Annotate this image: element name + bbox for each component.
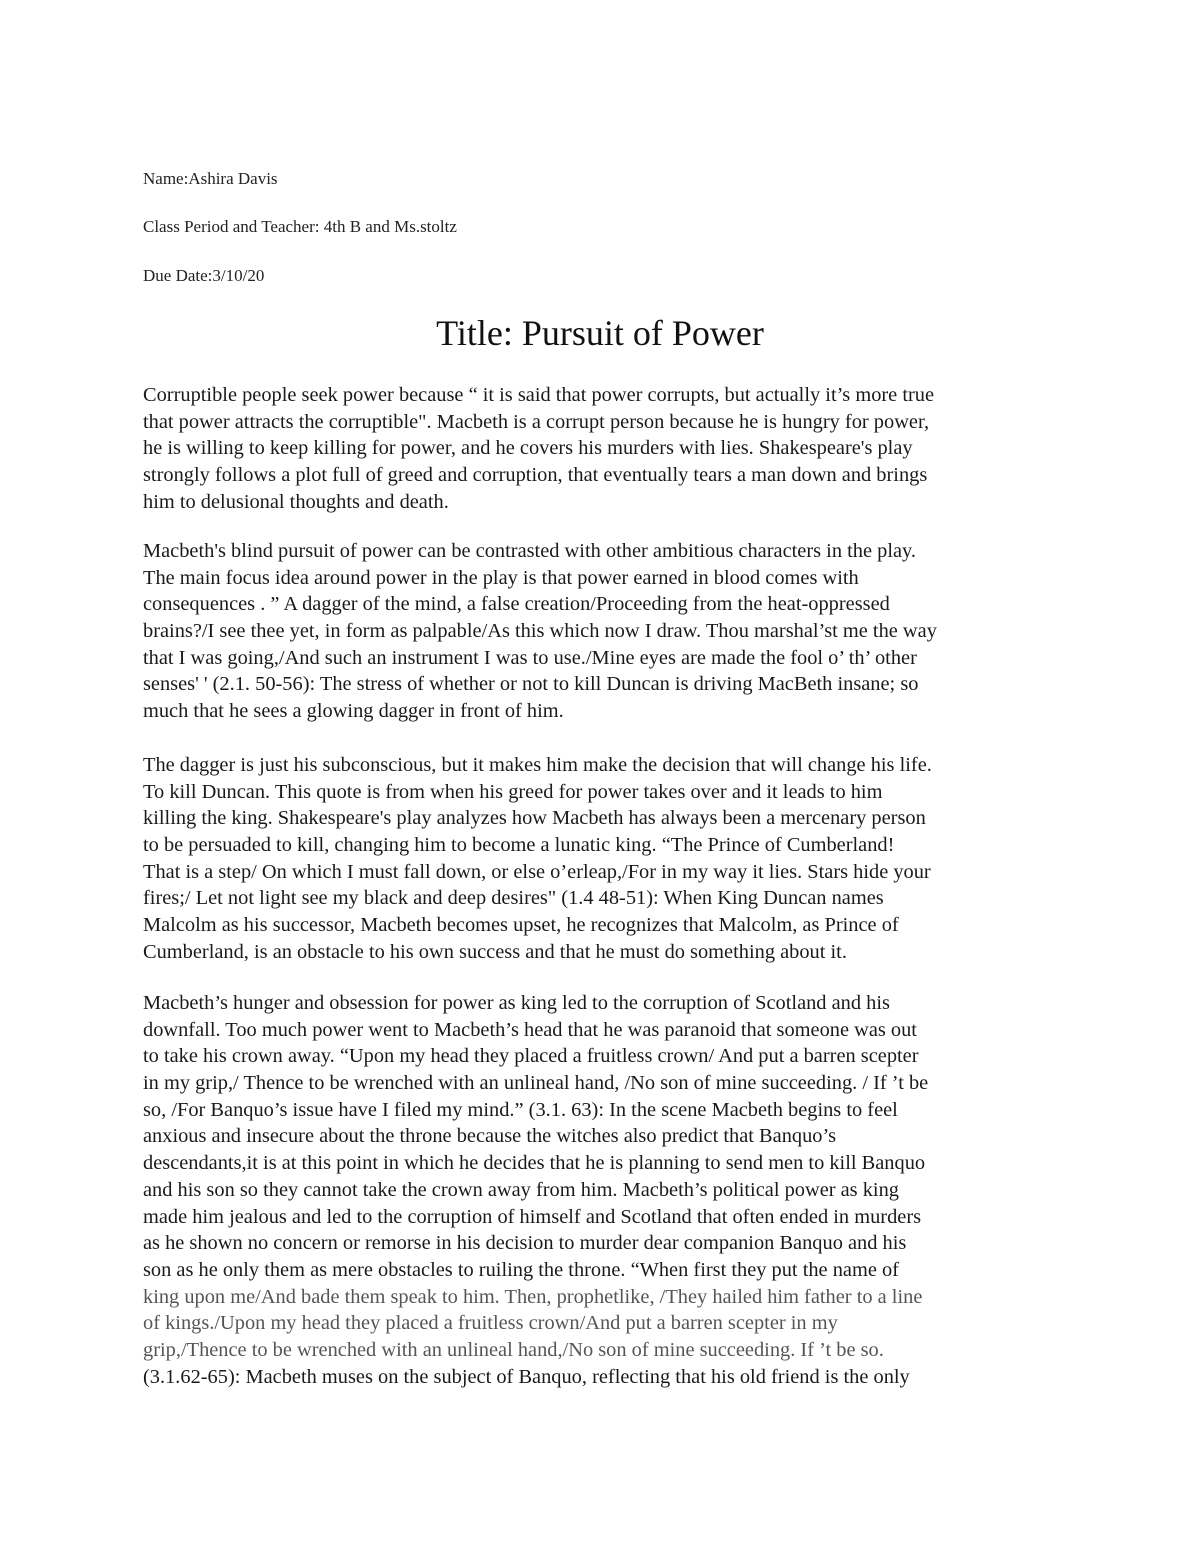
paragraph-line: to take his crown away. “Upon my head they placed a fruitless crown/ And put a barren scepter [143,1045,919,1068]
paragraph-line: son as he only them as mere obstacles to ruiling the throne. “When first they put the name of [143,1258,899,1281]
paragraph-line: That is a step/ On which I must fall down, or else o’erleap,/For in my way it lies. Stars hide your [143,860,931,883]
paragraph-dagger-quote [143,538,937,725]
paragraph-line: king upon me/And bade them speak to him. Then, prophetlike, /They hailed him father to a line [143,1285,923,1308]
paragraph-line: that power attracts the corruptible". Macbeth is a corrupt person because he is hungry for power, [143,410,930,433]
paragraph-line: brains?/I see thee yet, in form as palpable/As this which now I draw. Thou marshal’st me the way [143,620,937,643]
paragraph-line: Cumberland, is an obstacle to his own success and that he must do something about it. [143,940,847,963]
paragraph-line: The main focus idea around power in the play is that power earned in blood comes with [143,566,859,589]
paragraph-line: To kill Duncan. This quote is from when his greed for power takes over and it leads to him [143,780,883,803]
class-period-teacher: Class Period and Teacher: 4th B and Ms.stoltz [143,217,457,236]
paragraph-introduction [143,382,934,515]
student-name: Name:Ashira Davis [143,169,278,188]
paragraph-line: descendants,it is at this point in which he decides that he is planning to send men to kill Banquo [143,1152,926,1175]
paragraph-line: grip,/Thence to be wrenched with an unlineal hand,/No son of mine succeeding. If ’t be so. [143,1338,884,1361]
paragraph-line: as he shown no concern or remorse in his decision to murder dear companion Banquo and his [143,1232,907,1255]
paragraph-line: much that he sees a glowing dagger in front of him. [143,700,564,723]
paragraph-line: senses' ' (2.1. 50-56): The stress of whether or not to kill Duncan is driving MacBeth insane; so [143,673,919,696]
paragraph-line: Malcolm as his successor, Macbeth becomes upset, he recognizes that Malcolm, as Prince of [143,914,899,937]
paragraph-line: Corruptible people seek power because “ it is said that power corrupts, but actually it’s more true [143,384,935,406]
due-date: Due Date:3/10/20 [143,266,265,285]
paragraph-line: fires;/ Let not light see my black and deep desires" (1.4 48-51): When King Duncan names [143,887,884,910]
paragraph-line: (3.1.62-65): Macbeth muses on the subject of Banquo, reflecting that his old friend is the only [143,1365,910,1388]
paragraph-line: Macbeth's blind pursuit of power can be contrasted with other ambitious characters in the play. [143,540,917,562]
essay-title: Title: Pursuit of Power [436,313,764,353]
paragraph-line: of kings./Upon my head they placed a fruitless crown/And put a barren scepter in my [143,1312,838,1335]
paragraph-line: he is willing to keep killing for power, and he covers his murders with lies. Shakespeare's play [143,437,913,460]
paragraph-line: Macbeth’s hunger and obsession for power as king led to the corruption of Scotland and his [143,992,890,1014]
paragraph-banquo [143,990,928,1390]
paragraph-line: consequences . ” A dagger of the mind, a false creation/Proceeding from the heat-oppressed [143,593,890,616]
paragraph-line: in my grip,/ Thence to be wrenched with an unlineal hand, /No son of mine succeeding. / If ’t be [143,1072,929,1095]
paragraph-line: killing the king. Shakespeare's play analyzes how Macbeth has always been a mercenary person [143,807,926,830]
paragraph-line: made him jealous and led to the corruption of himself and Scotland that often ended in murders [143,1205,922,1228]
paragraph-line: him to delusional thoughts and death. [143,490,449,513]
paragraph-line: strongly follows a plot full of greed and corruption, that eventually tears a man down and brings [143,464,928,487]
paragraph-line: to be persuaded to kill, changing him to become a lunatic king. “The Prince of Cumberland! [143,834,895,857]
paragraph-line: so, /For Banquo’s issue have I filed my mind.” (3.1. 63): In the scene Macbeth begins to feel [143,1098,898,1121]
paragraph-line: downfall. Too much power went to Macbeth’s head that he was paranoid that someone was out [143,1018,917,1041]
paragraph-line: The dagger is just his subconscious, but it makes him make the decision that will change his life. [143,754,932,776]
paragraph-line: anxious and insecure about the throne because the witches also predict that Banquo’s [143,1125,837,1148]
paragraph-line: that I was going,/And such an instrument I was to use./Mine eyes are made the fool o’ th’ other [143,646,917,669]
paragraph-line: and his son so they cannot take the crown away from him. Macbeth’s political power as king [143,1178,899,1201]
paragraph-prince-of-cumberland [143,752,932,966]
